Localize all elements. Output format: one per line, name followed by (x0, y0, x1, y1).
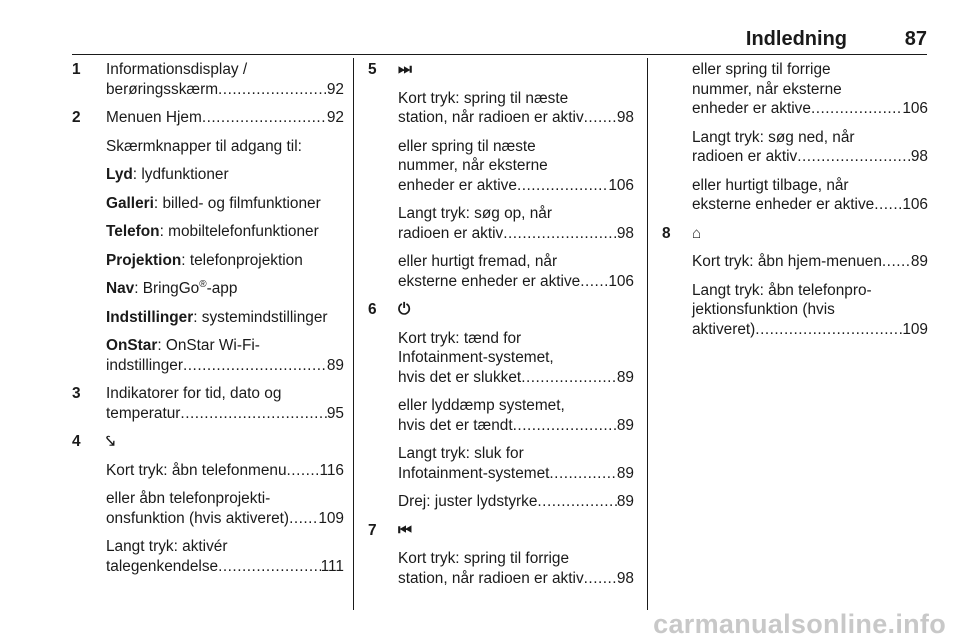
toc-line: Infotainment-systemet ..... 89 (398, 464, 634, 484)
page-ref: 106 (608, 176, 634, 194)
phone-icon: ⤥ (106, 433, 115, 450)
menu-item: Indstillinger: systemindstillinger (106, 308, 328, 326)
page-ref: 111 (320, 557, 344, 575)
page-ref: 89 (910, 253, 928, 270)
menu-item: Lyd: lydfunktioner (106, 166, 229, 183)
column-3 (662, 60, 928, 348)
entry-8: 8 ⌂ Kort tryk: åbn hjem-menuen ..... 89 Langt tryk: åbn telefonpro- jektionsfunktion (hvis aktiveret) ..... 109 (662, 224, 928, 340)
entry-7: 7 ⏮ Kort tryk: spring til forrige station, når radioen er aktiv ..... 98 (368, 521, 634, 589)
entry-2 (72, 108, 344, 375)
toc-line: hvis det er slukket ..... 89 (398, 368, 634, 388)
page-ref: 89 (616, 368, 634, 386)
page-ref: 98 (616, 109, 634, 126)
page-ref: 109 (318, 509, 344, 527)
entry-4: 4 ⤥ Kort tryk: åbn telefonmenu ..... 116 eller åbn telefonprojekti- onsfunktion (hvis aktiveret) ..... 109 Langt tryk: aktivér talegenkendelse ..... 111 (72, 432, 344, 576)
toc-line: enheder er aktive ..... 106 (692, 99, 928, 119)
toc-line: station, når radioen er aktiv ..... 98 (398, 569, 634, 589)
toc-line (106, 108, 344, 128)
page-ref: 89 (616, 493, 634, 510)
page-ref: 109 (902, 320, 928, 338)
entry-text: Informationsdisplay / (106, 61, 248, 78)
page-ref: 92 (326, 80, 344, 98)
toc-line (106, 80, 344, 100)
toc-line: talegenkendelse ..... 111 (106, 557, 344, 577)
page-ref: 116 (319, 461, 344, 479)
entry-number: 4 (72, 433, 81, 450)
menu-item: Galleri: billed- og filmfunktioner (106, 194, 321, 212)
page-ref: 89 (616, 416, 634, 434)
entry-number: 1 (72, 61, 81, 78)
menu-item: Nav: BringGo®-app (106, 278, 238, 297)
toc-line: station, når radioen er aktiv ..... 98 (398, 108, 634, 128)
entry-5: 5 ⏭ Kort tryk: spring til næste station, når radioen er aktiv ..... 98 eller spring til næste nummer, når eksterne enheder er aktive ..... 106 Langt tryk: søg op, når radioen er aktiv ..... 98 eller hurtigt fremad, når eksterne enheder er aktive ..... 106 (368, 60, 634, 291)
toc-line: hvis det er tændt ..... 89 (398, 416, 634, 436)
menu-item: Projektion: telefonprojektion (106, 251, 303, 269)
page-ref: 106 (902, 196, 928, 213)
entry-text: Skærmknapper til adgang til: (106, 137, 302, 155)
entry-7-continued: eller spring til forrige nummer, når eksterne enheder er aktive ..... 106 Langt tryk: søg ned, når radioen er aktiv ..... 98 eller hurtigt tilbage, når eksterne enheder er aktive ..... 106 (662, 60, 928, 215)
entry-number: 5 (368, 61, 377, 78)
page-ref: 89 (616, 464, 634, 482)
previous-track-icon: ⏮ (398, 521, 412, 539)
page-ref: 89 (326, 356, 344, 374)
section-title: Indledning (745, 28, 847, 50)
entry-number: 6 (368, 301, 377, 318)
toc-line: temperatur ..... 95 (106, 404, 344, 424)
page-ref: 106 (902, 100, 928, 117)
toc-line: eksterne enheder er aktive ..... 106 (398, 272, 634, 292)
menu-item: Telefon: mobiltelefonfunktioner (106, 223, 319, 240)
menu-item: OnStar: OnStar Wi-Fi- (106, 337, 260, 354)
watermark: carmanualsonline.info (653, 609, 946, 639)
toc-line: radioen er aktiv ..... 98 (692, 147, 928, 167)
page-header (0, 22, 960, 52)
toc-line: Kort tryk: åbn telefonmenu ..... 116 (106, 461, 344, 481)
header-rule (72, 54, 927, 55)
page-ref: 98 (616, 569, 634, 587)
entry-text: berøringsskærm (106, 80, 219, 98)
column-2 (368, 60, 634, 597)
page-ref: 98 (910, 148, 928, 165)
page-number: 87 (904, 28, 927, 50)
entry-number: 2 (72, 109, 81, 126)
toc-line: radioen er aktiv ..... 98 (398, 224, 634, 244)
next-track-icon: ⏭ (398, 61, 412, 78)
home-icon: ⌂ (692, 224, 702, 242)
page-ref: 95 (326, 404, 344, 422)
toc-line: onsfunktion (hvis aktiveret) ..... 109 (106, 509, 344, 529)
toc-line: aktiveret) ..... 109 (692, 320, 928, 340)
power-icon: ⏻ (398, 301, 411, 318)
column-1 (72, 60, 344, 585)
column-divider (647, 58, 648, 610)
page-ref: 106 (608, 272, 634, 290)
column-divider (353, 58, 354, 610)
toc-line: eksterne enheder er aktive ..... 106 (692, 195, 928, 215)
toc-line: enheder er aktive ..... 106 (398, 176, 634, 196)
toc-line: Kort tryk: åbn hjem-menuen ..... 89 (692, 252, 928, 272)
page-ref: 92 (326, 109, 344, 126)
entry-number: 7 (368, 521, 377, 539)
entry-number: 8 (662, 224, 671, 242)
entry-text: Menuen Hjem (106, 109, 202, 126)
entry-number: 3 (72, 385, 81, 402)
entry-1 (72, 60, 344, 99)
page-ref: 98 (616, 224, 634, 242)
toc-line: Drej: juster lydstyrke ..... 89 (398, 492, 634, 512)
entry-6: 6 ⏻ Kort tryk: tænd for Infotainment-systemet, hvis det er slukket ..... 89 eller lyddæmp systemet, hvis det er tændt ..... 89 Langt tryk: sluk for Infotainment-systemet ..... 89 Drej: juster lydstyrke ..... 89 (368, 300, 634, 512)
toc-line: indstillinger ..... 89 (106, 356, 344, 376)
entry-3 (72, 384, 344, 423)
entry-text: Indikatorer for tid, dato og (106, 385, 282, 402)
